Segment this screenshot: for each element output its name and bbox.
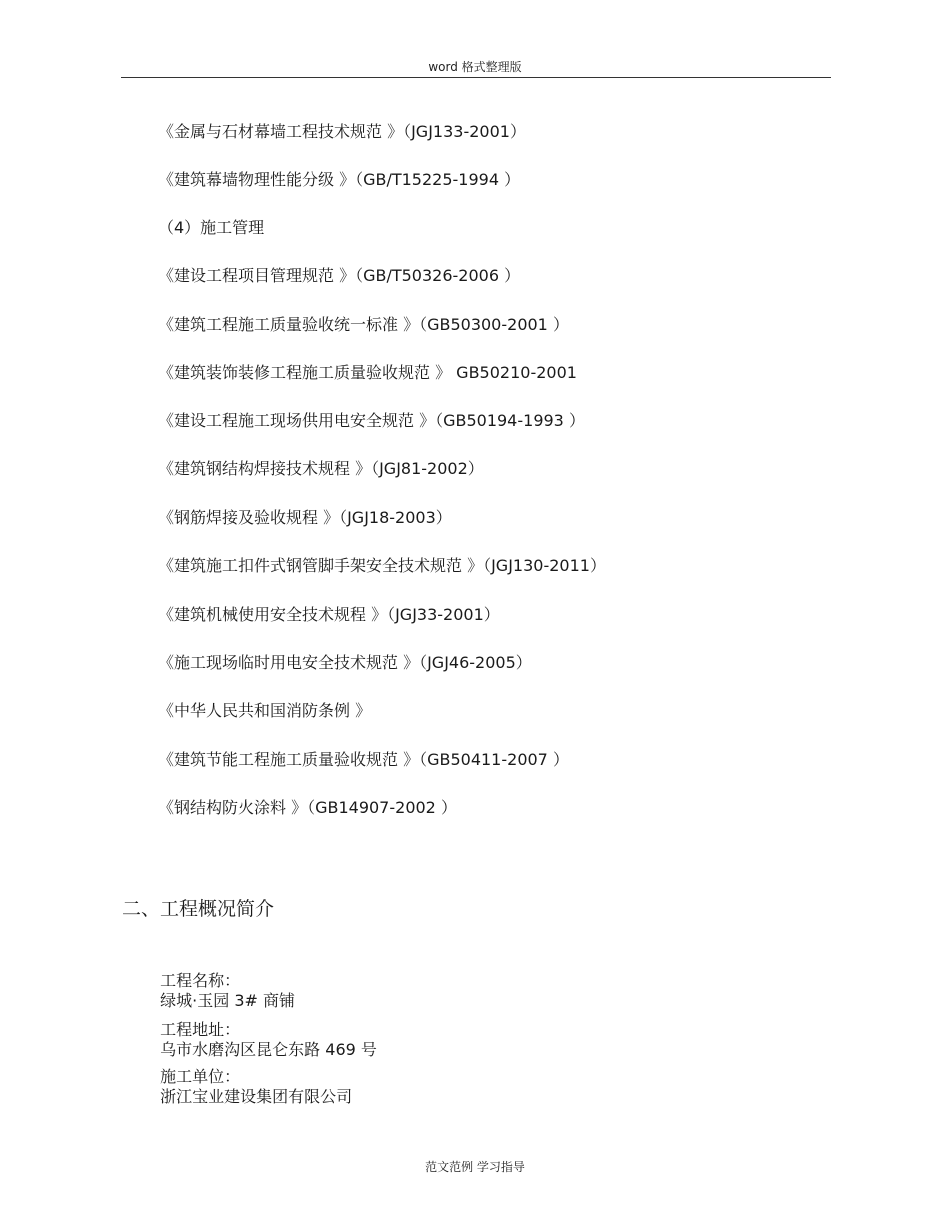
info-row-contractor bbox=[150, 1047, 352, 1107]
reference-item: 《建筑机械使用安全技术规程 》（JGJ33-2001） bbox=[158, 605, 500, 624]
reference-item: 《建筑节能工程施工质量验收规范 》（GB50411-2007 ） bbox=[158, 750, 569, 769]
header-divider bbox=[121, 77, 831, 78]
reference-item: 《金属与石材幕墙工程技术规范 》（JGJ133-2001） bbox=[158, 122, 526, 141]
reference-item: 《建筑施工扣件式钢管脚手架安全技术规范 》（JGJ130-2011） bbox=[158, 556, 606, 575]
reference-item: 《建筑幕墙物理性能分级 》（GB/T15225-1994 ） bbox=[158, 170, 521, 189]
reference-item: 《钢筋焊接及验收规程 》（JGJ18-2003） bbox=[158, 508, 452, 527]
info-value: 乌市水磨沟区昆仑东路 469 号 bbox=[160, 1040, 377, 1059]
reference-item: 《建筑工程施工质量验收统一标准 》（GB50300-2001 ） bbox=[158, 315, 569, 334]
reference-item: 《建筑装饰装修工程施工质量验收规范 》 GB50210-2001 bbox=[158, 363, 577, 382]
reference-item: 《建筑钢结构焊接技术规程 》（JGJ81-2002） bbox=[158, 459, 484, 478]
section-title: 二、工程概况简介 bbox=[122, 898, 275, 920]
page-footer: 范文范例 学习指导 bbox=[425, 1160, 525, 1174]
page-header: word 格式整理版 bbox=[428, 60, 522, 74]
reference-item: 《中华人民共和国消防条例 》 bbox=[158, 701, 372, 720]
info-label: 工程地址： bbox=[160, 1020, 241, 1039]
reference-item: 《建设工程项目管理规范 》（GB/T50326-2006 ） bbox=[158, 266, 521, 285]
reference-item: 《钢结构防火涂料 》（GB14907-2002 ） bbox=[158, 798, 457, 817]
info-label: 施工单位： bbox=[160, 1067, 241, 1086]
reference-item: 《建设工程施工现场供用电安全规范 》（GB50194-1993 ） bbox=[158, 411, 585, 430]
info-value: 浙江宝业建设集团有限公司 bbox=[160, 1087, 353, 1106]
reference-item: 《施工现场临时用电安全技术规范 》（JGJ46-2005） bbox=[158, 653, 532, 672]
info-label: 工程名称： bbox=[160, 971, 241, 990]
info-value: 绿城·玉园 3# 商铺 bbox=[160, 991, 296, 1010]
subsection-heading: （4）施工管理 bbox=[158, 218, 265, 237]
